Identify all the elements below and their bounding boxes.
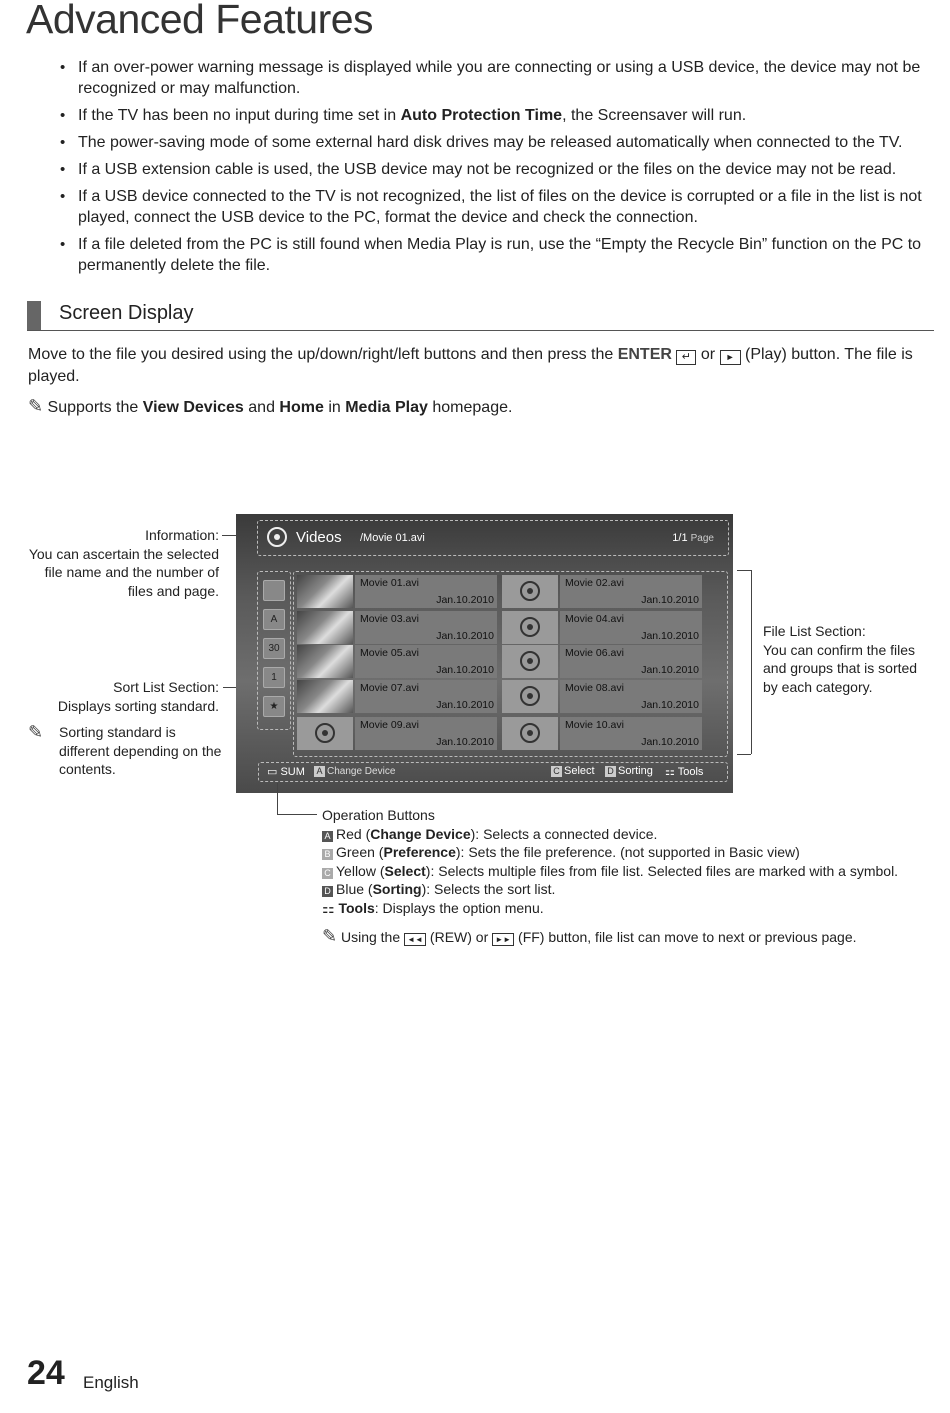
bullet-dot: • — [60, 188, 66, 205]
file-meta — [355, 645, 497, 678]
file-thumbnail — [297, 717, 353, 750]
device-button[interactable]: ▭ SUM — [267, 766, 305, 778]
file-item[interactable] — [297, 611, 497, 644]
file-date: Jan.10.2010 — [436, 736, 494, 748]
file-name: Movie 07.avi — [360, 682, 419, 694]
file-date: Jan.10.2010 — [436, 630, 494, 642]
film-reel-icon — [267, 527, 287, 547]
file-date: Jan.10.2010 — [436, 664, 494, 676]
file-thumbnail — [297, 645, 353, 678]
bullet-dot: • — [60, 161, 66, 178]
file-name: Movie 04.avi — [565, 613, 624, 625]
pencil-note-icon: ✎ — [28, 722, 44, 742]
file-date: Jan.10.2010 — [641, 699, 699, 711]
page-title: Advanced Features — [26, 0, 374, 42]
operation-leader-h — [277, 814, 317, 815]
file-name: Movie 08.avi — [565, 682, 624, 694]
operation-item: C Yellow (Select): Selects multiple files from file list. Selected files are marked with a symbol. — [322, 862, 922, 881]
operation-item: A Red (Change Device): Selects a connected device. — [322, 825, 922, 844]
file-thumbnail — [502, 717, 558, 750]
file-item[interactable] — [502, 645, 702, 678]
file-meta — [355, 575, 497, 608]
operation-item: D Blue (Sorting): Selects the sort list. — [322, 880, 922, 899]
sort-list-callout: Sort List Section: Displays sorting standard. — [57, 679, 219, 714]
file-thumbnail — [502, 680, 558, 713]
file-date: Jan.10.2010 — [641, 630, 699, 642]
select-button[interactable]: C Select — [551, 765, 595, 777]
file-name: Movie 06.avi — [565, 647, 624, 659]
sort-option-4[interactable]: 1 — [263, 667, 285, 688]
sorting-button[interactable]: D Sorting — [605, 765, 653, 777]
file-name: Movie 03.avi — [360, 613, 419, 625]
file-item[interactable] — [297, 680, 497, 713]
file-meta — [355, 680, 497, 713]
file-item[interactable] — [297, 575, 497, 608]
operation-buttons-list — [322, 806, 922, 918]
change-device-button[interactable]: A Change Device — [314, 765, 395, 777]
file-item[interactable] — [297, 645, 497, 678]
operation-bar — [258, 762, 728, 782]
file-date: Jan.10.2010 — [436, 699, 494, 711]
file-name: Movie 01.avi — [360, 577, 419, 589]
file-list-callout: File List Section: You can confirm the files and groups that is sorted by each category. — [763, 623, 918, 695]
sort-list-section — [257, 571, 291, 730]
section-bar — [27, 301, 41, 330]
pencil-note-icon: ✎ — [28, 396, 44, 416]
tools-icon: ⚏ — [322, 899, 335, 916]
bullet-item: • If an over-power warning message is displayed while you are connecting or using a USB device, the device may not be recognized or may malfunction. — [60, 59, 921, 97]
film-reel-icon — [520, 686, 540, 706]
bullet-dot: • — [60, 134, 66, 151]
file-bracket-side — [751, 570, 752, 754]
bullet-item: • The power-saving mode of some external hard disk drives may be released automatically when connected to the TV. — [60, 134, 903, 151]
intro-paragraph: Move to the file you desired using the up/down/right/left buttons and then press the ENTER ↵ or ► (Play) button. The file is played. — [28, 346, 913, 385]
bullet-dot: • — [60, 107, 66, 124]
fast-forward-icon: ►► — [492, 933, 514, 946]
film-reel-icon — [315, 723, 335, 743]
information-callout: Information: You can ascertain the selected file name and the number of files and page. — [28, 527, 219, 599]
tools-icon: ⚏ — [665, 766, 675, 778]
operation-leader-v — [277, 783, 278, 814]
sort-option-3[interactable]: 30 — [263, 638, 285, 659]
file-bracket-bottom — [737, 754, 751, 755]
bullet-item: • If the TV has been no input during time set in Auto Protection Time, the Screensaver will run. — [60, 107, 747, 124]
page-number: 24 — [27, 1354, 65, 1392]
file-meta — [560, 645, 702, 678]
media-play-screen — [236, 514, 733, 793]
file-thumbnail — [297, 575, 353, 608]
file-path: /Movie 01.avi — [360, 532, 425, 544]
sort-option-5[interactable]: ★ — [263, 696, 285, 717]
file-name: Movie 05.avi — [360, 647, 419, 659]
film-reel-icon — [520, 651, 540, 671]
color-key-icon: A — [322, 831, 333, 842]
file-thumbnail — [502, 645, 558, 678]
file-meta — [560, 717, 702, 750]
bullet-item: • If a file deleted from the PC is still found when Media Play is run, use the “Empty the Recycle Bin” function on the PC to permanently delete the file. — [60, 236, 922, 274]
file-thumbnail — [297, 680, 353, 713]
file-name: Movie 10.avi — [565, 719, 624, 731]
film-reel-icon — [520, 581, 540, 601]
file-item[interactable] — [502, 575, 702, 608]
file-item[interactable] — [502, 680, 702, 713]
file-meta — [560, 575, 702, 608]
section-header — [27, 301, 934, 331]
enter-icon: ↵ — [676, 350, 696, 365]
operation-title: Operation Buttons — [322, 807, 435, 823]
color-key-icon: D — [322, 886, 333, 897]
screen-title: Videos — [296, 529, 342, 546]
rewind-icon: ◄◄ — [404, 933, 426, 946]
info-leader — [222, 535, 236, 536]
play-icon: ► — [720, 350, 741, 365]
section-title: Screen Display — [59, 302, 194, 324]
page-language: English — [83, 1373, 139, 1392]
operation-tools: ⚏ Tools: Displays the option menu. — [322, 899, 544, 916]
file-meta — [560, 611, 702, 644]
bullet-list — [58, 57, 938, 282]
file-name: Movie 09.avi — [360, 719, 419, 731]
bullet-dot: • — [60, 59, 66, 76]
file-bracket-top — [737, 570, 751, 571]
file-meta — [355, 717, 497, 750]
file-date: Jan.10.2010 — [641, 594, 699, 606]
file-thumbnail — [502, 611, 558, 644]
sort-option-2[interactable]: A — [263, 609, 285, 630]
file-date: Jan.10.2010 — [641, 664, 699, 676]
color-key-icon: C — [322, 868, 333, 879]
tools-button[interactable]: ⚏ Tools — [665, 766, 704, 778]
sorting-note: ✎ Sorting standard is different depending on the contents. — [28, 722, 222, 777]
file-date: Jan.10.2010 — [641, 736, 699, 748]
page-indicator: 1/1 Page — [672, 532, 714, 544]
operation-item: B Green (Preference): Sets the file preference. (not supported in Basic view) — [322, 843, 922, 862]
information-section — [257, 520, 729, 556]
file-thumbnail — [297, 611, 353, 644]
note-line: ✎ Supports the View Devices and Home in Media Play homepage. — [28, 396, 513, 416]
file-meta — [560, 680, 702, 713]
file-name: Movie 02.avi — [565, 577, 624, 589]
bullet-dot: • — [60, 236, 66, 253]
file-item[interactable] — [502, 717, 702, 750]
film-reel-icon — [520, 723, 540, 743]
file-thumbnail — [502, 575, 558, 608]
file-meta — [355, 611, 497, 644]
sort-option-1[interactable] — [263, 580, 285, 601]
film-reel-icon — [520, 617, 540, 637]
bullet-item: • If a USB device connected to the TV is not recognized, the list of files on the device is corrupted or a file in the list is not played, connect the USB device to the PC, format the device and check the connection. — [60, 188, 922, 226]
file-item[interactable] — [297, 717, 497, 750]
operation-note: ✎ Using the ◄◄ (REW) or ►► (FF) button, file list can move to next or previous page. — [322, 926, 857, 946]
file-item[interactable] — [502, 611, 702, 644]
pencil-note-icon: ✎ — [322, 926, 338, 946]
color-key-icon: B — [322, 849, 333, 860]
bullet-item: • If a USB extension cable is used, the USB device may not be recognized or the files on the device may not be read. — [60, 161, 897, 178]
file-list-section — [293, 571, 728, 757]
file-date: Jan.10.2010 — [436, 594, 494, 606]
